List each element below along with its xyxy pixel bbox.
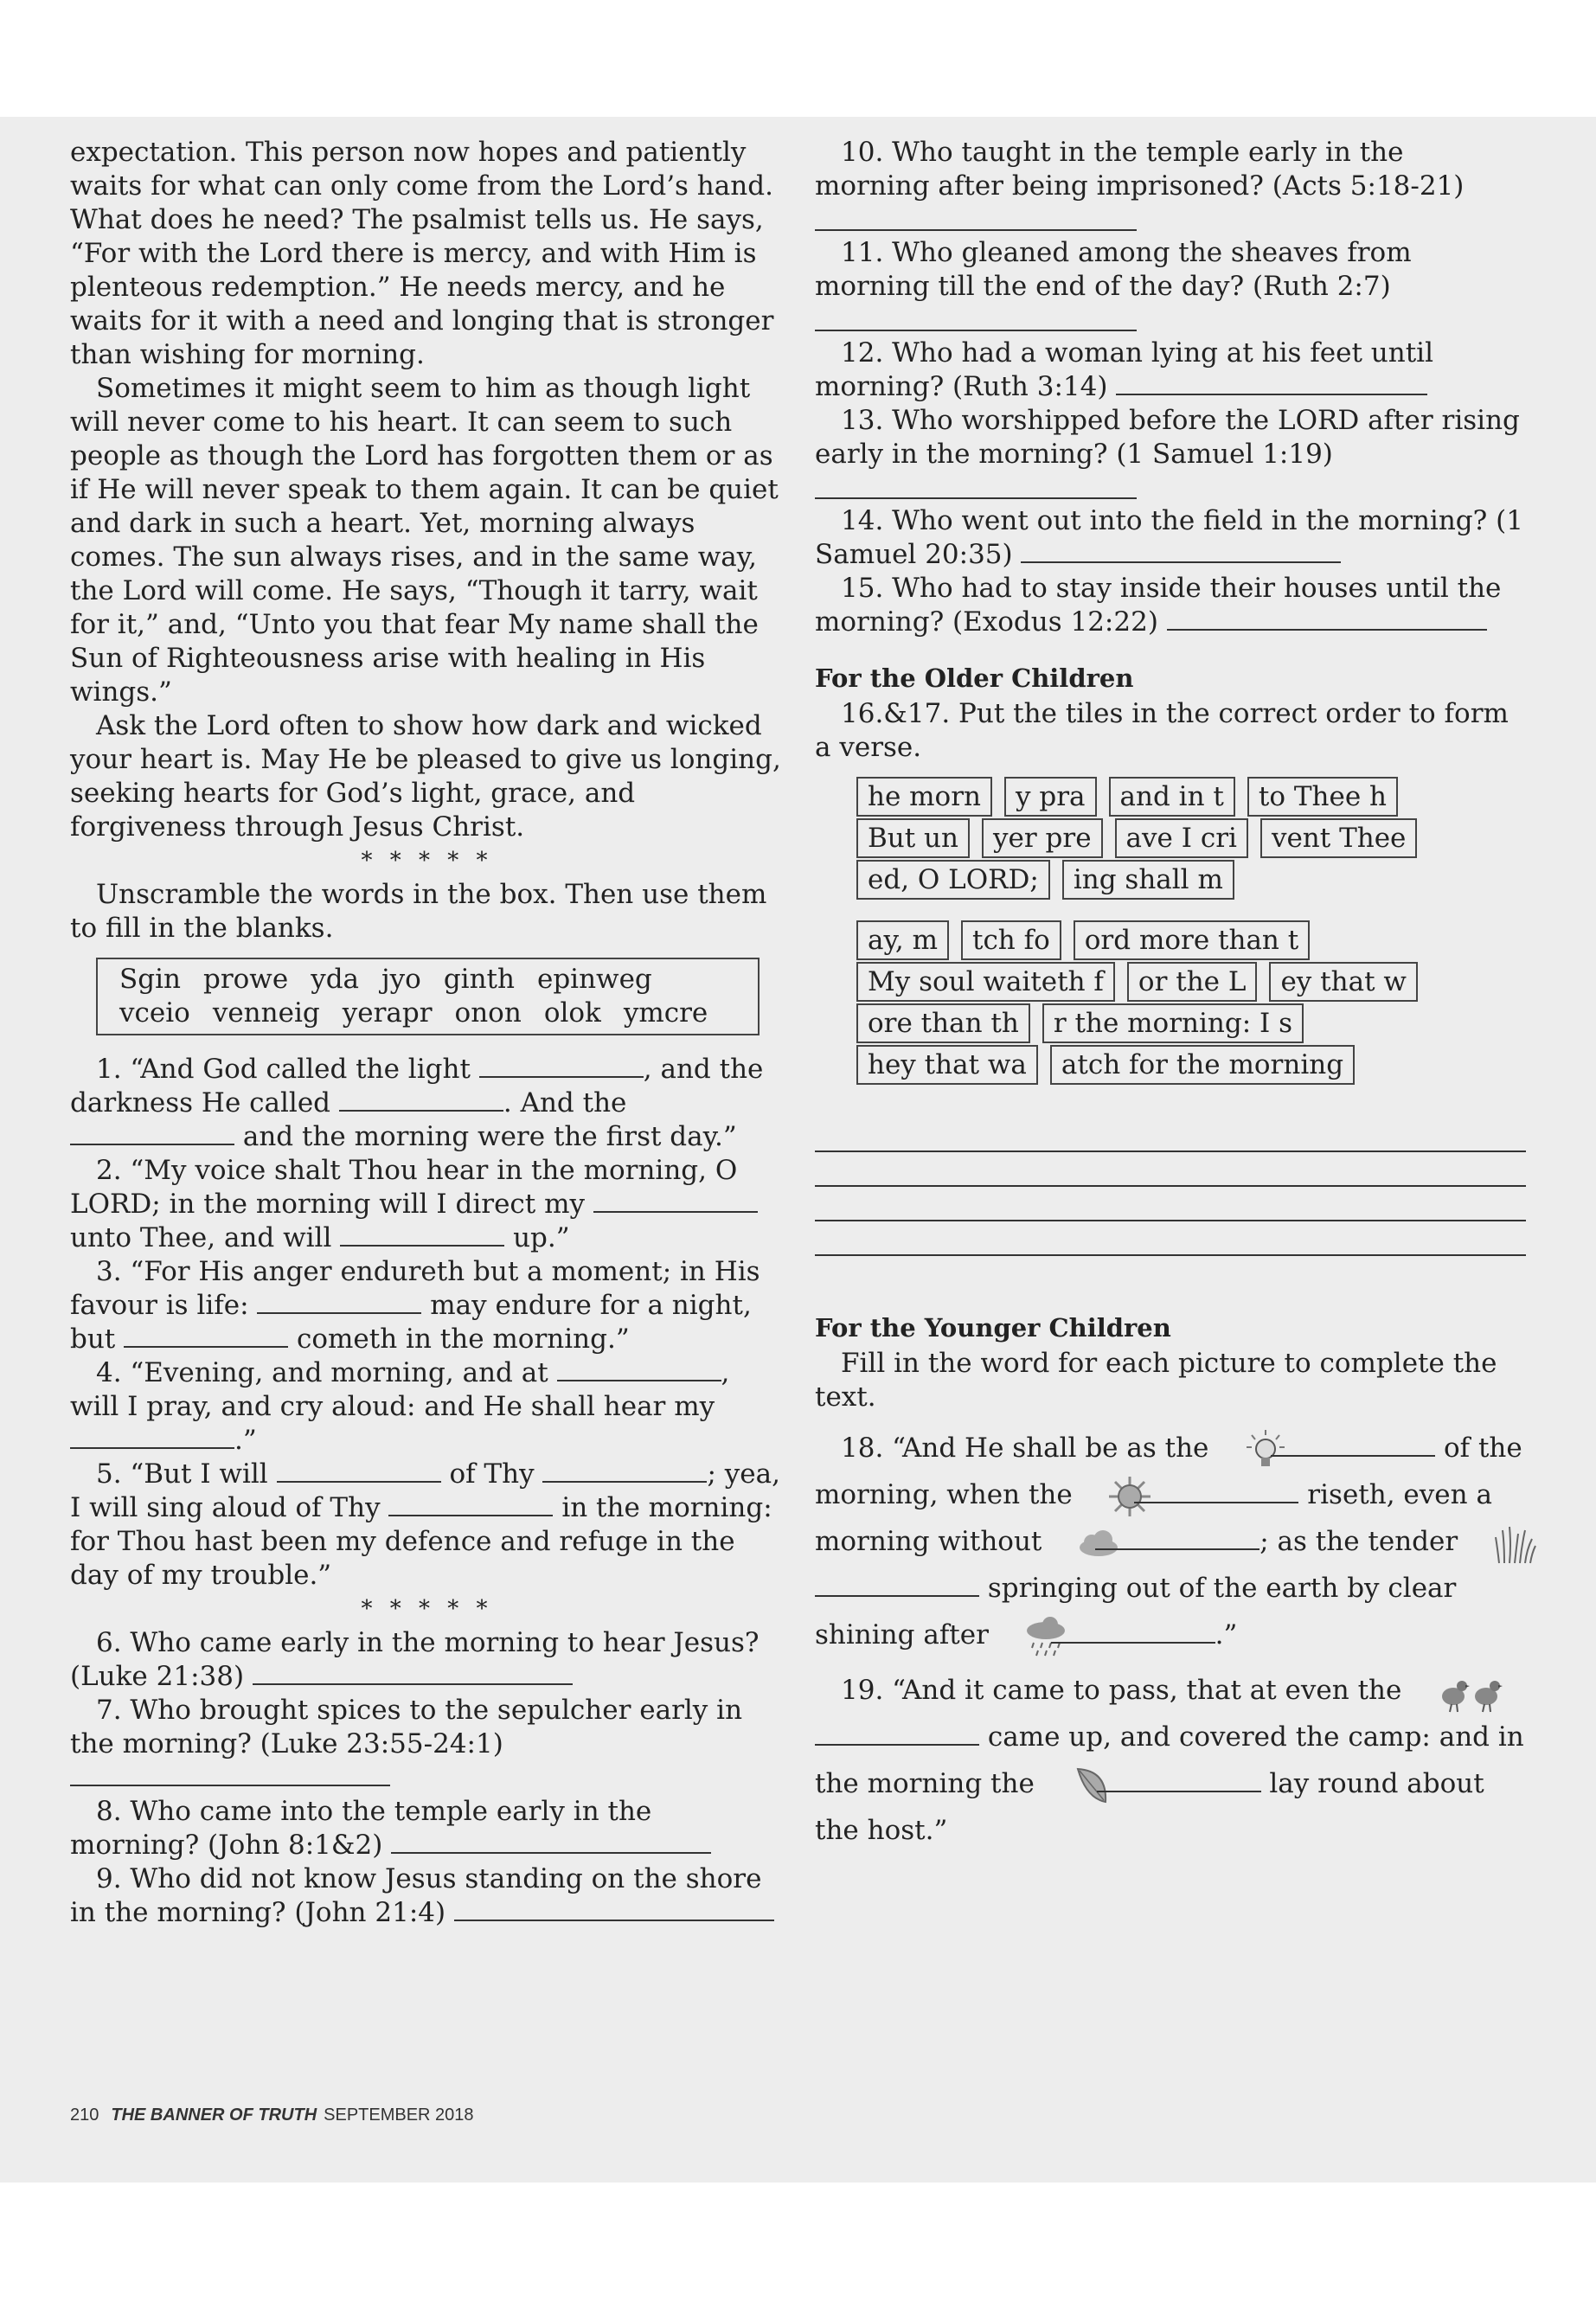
question-text: 18. “And He shall be as the [841, 1433, 1209, 1464]
question-text: riseth, even a morning without [815, 1479, 1492, 1557]
scrambled-word: jyo [381, 964, 421, 995]
answer-blank[interactable] [339, 1087, 503, 1112]
scrambled-word: yerapr [342, 997, 433, 1029]
question-text: O LORD [70, 1155, 738, 1220]
tile-text: LORD [948, 864, 1030, 895]
answer-blank[interactable] [1167, 606, 1487, 631]
answer-line[interactable] [815, 471, 1137, 499]
word-tile[interactable]: and in t [1109, 777, 1235, 817]
tile-row [856, 777, 1526, 818]
verse-answer-line[interactable] [815, 1187, 1526, 1221]
question-text: cometh in the morning.” [297, 1324, 630, 1355]
answer-line[interactable] [815, 304, 1137, 331]
word-tile[interactable]: ore than th [856, 1003, 1030, 1043]
word-tile[interactable]: ay, m [856, 920, 949, 960]
question-text: 15. Who had to stay inside their houses until the morning? (Exodus 12:22) [815, 573, 1502, 638]
answer-blank[interactable] [1097, 1768, 1261, 1792]
scrambled-word: epinweg [536, 964, 652, 995]
question-15 [815, 572, 1526, 639]
question-text: of Thy [449, 1458, 535, 1490]
word-tile[interactable]: vent Thee [1260, 818, 1417, 858]
question-text: of the morning, when the [815, 1433, 1522, 1510]
question-text: springing out of the earth by clear shining after [815, 1573, 1457, 1650]
page-number: 210 [70, 2106, 99, 2125]
issue-date: SEPTEMBER 2018 [324, 2106, 474, 2125]
verse-answer-line[interactable] [815, 1221, 1526, 1256]
left-column [70, 136, 784, 1930]
word-tile[interactable]: My soul waiteth f [856, 962, 1115, 1002]
tile-row [856, 860, 1526, 901]
word-tile[interactable]: or the L [1127, 962, 1258, 1002]
grass-icon [1466, 1522, 1511, 1565]
spacer [815, 1256, 1526, 1289]
question-text: , will I pray, and cry aloud: and He shall hear my [70, 1357, 730, 1422]
word-tile[interactable]: atch for the morning [1050, 1045, 1355, 1085]
unscramble-instructions: Unscramble the words in the box. Then use them to fill in the blanks. [70, 879, 767, 944]
question-text: 7. Who brought spices to the sepulcher early in the morning? (Luke 23:55-24:1) [70, 1695, 743, 1759]
word-tile[interactable]: hey that wa [856, 1045, 1038, 1085]
question-text: in the morning: for Thou hast been my defence and refuge in the day of my trouble.” [70, 1492, 772, 1591]
question-text: 19. “And it came to pass, that at even the [841, 1675, 1402, 1706]
answer-blank[interactable] [70, 1762, 390, 1786]
question-text: .” [1215, 1619, 1238, 1650]
question-10: 10. Who taught in the temple early in the morning after being imprisoned? (Acts 5:18-21) [815, 137, 1465, 202]
spacer [815, 1086, 1526, 1118]
answer-blank[interactable] [391, 1830, 711, 1854]
older-children-heading: For the Older Children [815, 663, 1134, 693]
answer-blank[interactable] [124, 1324, 288, 1348]
question-18 [815, 1425, 1526, 1658]
question-6 [70, 1626, 784, 1694]
tile-row [856, 1045, 1526, 1086]
word-tile[interactable]: yer pre [982, 818, 1103, 858]
question-text: 2. “My voice shalt Thou hear in the morning, [96, 1155, 707, 1186]
verse-answer-line[interactable] [815, 1118, 1526, 1152]
sun-icon [1081, 1475, 1126, 1518]
intro-paragraph-3: Ask the Lord often to show how dark and wicked your heart is. May He be pleased to give us longing, seeking hearts for God’s light, grace, and forgiveness through Jesus Christ. [70, 710, 781, 843]
question-text: after rising early in the morning? (1 Samuel 1:19) [815, 405, 1520, 470]
younger-children-heading: For the Younger Children [815, 1313, 1171, 1343]
answer-blank[interactable] [257, 1290, 421, 1314]
answer-blank[interactable] [815, 1721, 979, 1746]
word-tile[interactable]: ey that w [1269, 962, 1417, 1002]
question-2 [70, 1154, 784, 1255]
question-9 [70, 1862, 784, 1930]
scramble-row-2 [119, 997, 736, 1030]
section-divider: * * * * * [361, 848, 493, 874]
answer-blank[interactable] [557, 1357, 721, 1381]
right-column [815, 136, 1526, 1854]
question-1 [70, 1053, 784, 1154]
scrambled-word: olok [543, 997, 601, 1029]
question-7 [70, 1694, 784, 1795]
answer-blank[interactable] [454, 1897, 774, 1921]
question-19 [815, 1667, 1526, 1854]
question-text: 14. Who went out into the field in the morning? (1 Samuel 20:35) [815, 505, 1523, 570]
question-3 [70, 1255, 784, 1356]
intro-paragraph-2: Sometimes it might seem to him as though light will never come to his heart. It can seem to such people as though the Lord has forgotten them or as if He will never speak to them again. It can be quiet and dark in such a heart. Yet, morning always comes. The sun always rises, and in the same way, the Lord will come. He says, “Though it tarry, wait for it,” and, “Unto you that fear My name shall the Sun of Righteousness arise with healing in His wings.” [70, 373, 779, 708]
tile-group-gap [856, 901, 1526, 920]
word-tile[interactable]: ave I cri [1115, 818, 1248, 858]
question-text: may endure for a night, but [70, 1290, 752, 1355]
word-tile[interactable]: r the morning: I s [1042, 1003, 1304, 1043]
scrambled-word: ginth [443, 964, 515, 995]
scrambled-word: onon [454, 997, 522, 1029]
word-tile[interactable] [856, 860, 1050, 900]
question-text: unto Thee, and will [70, 1222, 332, 1253]
answer-line[interactable] [815, 203, 1137, 231]
question-text: ; yea, I will sing aloud of Thy [70, 1458, 780, 1523]
tile-row [856, 1003, 1526, 1045]
question-text: 8. Who came into the temple early in the morning? (John 8:1&2) [70, 1796, 652, 1861]
question-text: , and the darkness He called [70, 1054, 764, 1118]
question-text: 5. “But I will [96, 1458, 268, 1490]
question-text: and the morning were the first day.” [242, 1121, 737, 1152]
question-text: ; in the morning will I direct my [151, 1189, 586, 1220]
scramble-row-1 [119, 963, 736, 997]
question-12 [815, 336, 1526, 404]
question-14 [815, 504, 1526, 572]
answer-blank[interactable] [542, 1458, 707, 1483]
answer-blank[interactable] [340, 1222, 504, 1247]
cloud-icon [1050, 1522, 1095, 1565]
answer-blank[interactable] [479, 1054, 644, 1078]
question-4 [70, 1356, 784, 1458]
publication-title: THE BANNER OF TRUTH [111, 2106, 317, 2125]
question-text: lay round about the host.” [815, 1768, 1484, 1846]
verse-tiles [856, 777, 1526, 1086]
question-text: 9. Who did not know Jesus standing on the shore in the morning? (John 21:4) [70, 1863, 762, 1928]
question-text: 6. Who came early in the morning to hear Jesus? (Luke 21:38) [70, 1627, 760, 1692]
word-tile[interactable]: ing shall m [1062, 860, 1234, 900]
tile-row [856, 818, 1526, 860]
word-tile[interactable]: to Thee h [1247, 777, 1398, 817]
tile-text: ; [1029, 864, 1039, 895]
answer-blank[interactable] [1051, 1619, 1215, 1644]
quail-icon [1410, 1670, 1479, 1714]
verse-answer-line[interactable] [815, 1152, 1526, 1187]
answer-blank[interactable] [593, 1189, 758, 1213]
tile-row [856, 962, 1526, 1003]
question-8 [70, 1795, 784, 1862]
scrambled-word: prowe [202, 964, 289, 995]
question-11: 11. Who gleaned among the sheaves from morning till the end of the day? (Ruth 2:7) [815, 237, 1412, 302]
question-text: 12. Who had a woman lying at his feet until morning? (Ruth 3:14) [815, 337, 1434, 402]
tile-row [856, 920, 1526, 962]
question-text: ; as the tender [1259, 1526, 1458, 1557]
answer-blank[interactable] [253, 1661, 573, 1685]
rain-cloud-icon [997, 1615, 1042, 1658]
answer-blank[interactable] [1116, 371, 1427, 395]
scrambled-word: yda [311, 964, 360, 995]
scrambled-words-box [96, 958, 760, 1035]
question-text: . And the [503, 1087, 627, 1118]
answer-blank[interactable] [277, 1458, 441, 1483]
question-text: 1. “And God called the light [96, 1054, 471, 1085]
tile-text: ed, O [868, 864, 949, 895]
word-tile[interactable]: he morn [856, 777, 992, 817]
answer-blank[interactable] [388, 1492, 553, 1516]
question-13 [815, 404, 1526, 471]
word-tile[interactable]: y pra [1004, 777, 1097, 817]
older-children-instructions: 16.&17. Put the tiles in the correct order to form a verse. [815, 698, 1509, 763]
section-divider: * * * * * [361, 1596, 493, 1622]
question-text: 13. Who worshipped before the [841, 405, 1270, 436]
question-text: up.” [513, 1222, 570, 1253]
scrambled-word: venneig [212, 997, 320, 1029]
answer-blank[interactable] [70, 1425, 234, 1449]
intro-paragraph-1: expectation. This person now hopes and patiently waits for what can only come from the Lord’s hand. What does he need? The psalmist tells us. He says, “For with the Lord there is mercy, and with Him is plenteous redemption.” He needs mercy, and he waits for it with a need and longing that is stronger than wishing for morning. [70, 137, 774, 370]
word-tile[interactable]: tch fo [961, 920, 1061, 960]
answer-blank[interactable] [70, 1121, 234, 1145]
page-footer [70, 2106, 474, 2125]
question-text: came up, and covered the camp: and in the morning the [815, 1721, 1524, 1799]
younger-children-instructions: Fill in the word for each picture to complete the text. [815, 1348, 1497, 1413]
lightbulb-icon [1217, 1428, 1262, 1471]
question-5 [70, 1458, 784, 1593]
question-text: 3. “For His anger endureth but a moment; in His favour is life: [70, 1256, 760, 1321]
answer-blank[interactable] [815, 1573, 979, 1597]
answer-blank[interactable] [1134, 1479, 1298, 1503]
word-tile[interactable]: ord more than t [1074, 920, 1310, 960]
answer-blank[interactable] [1271, 1433, 1435, 1457]
scrambled-word: Sgin [119, 964, 181, 995]
scrambled-word: ymcre [623, 997, 708, 1029]
question-text: LORD [1278, 405, 1360, 436]
word-tile[interactable]: But un [856, 818, 970, 858]
answer-blank[interactable] [1021, 539, 1341, 563]
answer-blank[interactable] [1095, 1526, 1259, 1550]
question-text: .” [234, 1425, 257, 1456]
dew-leaf-icon [1043, 1764, 1088, 1807]
scrambled-word: vceio [119, 997, 190, 1029]
question-text: 4. “Evening, and morning, and at [96, 1357, 548, 1388]
